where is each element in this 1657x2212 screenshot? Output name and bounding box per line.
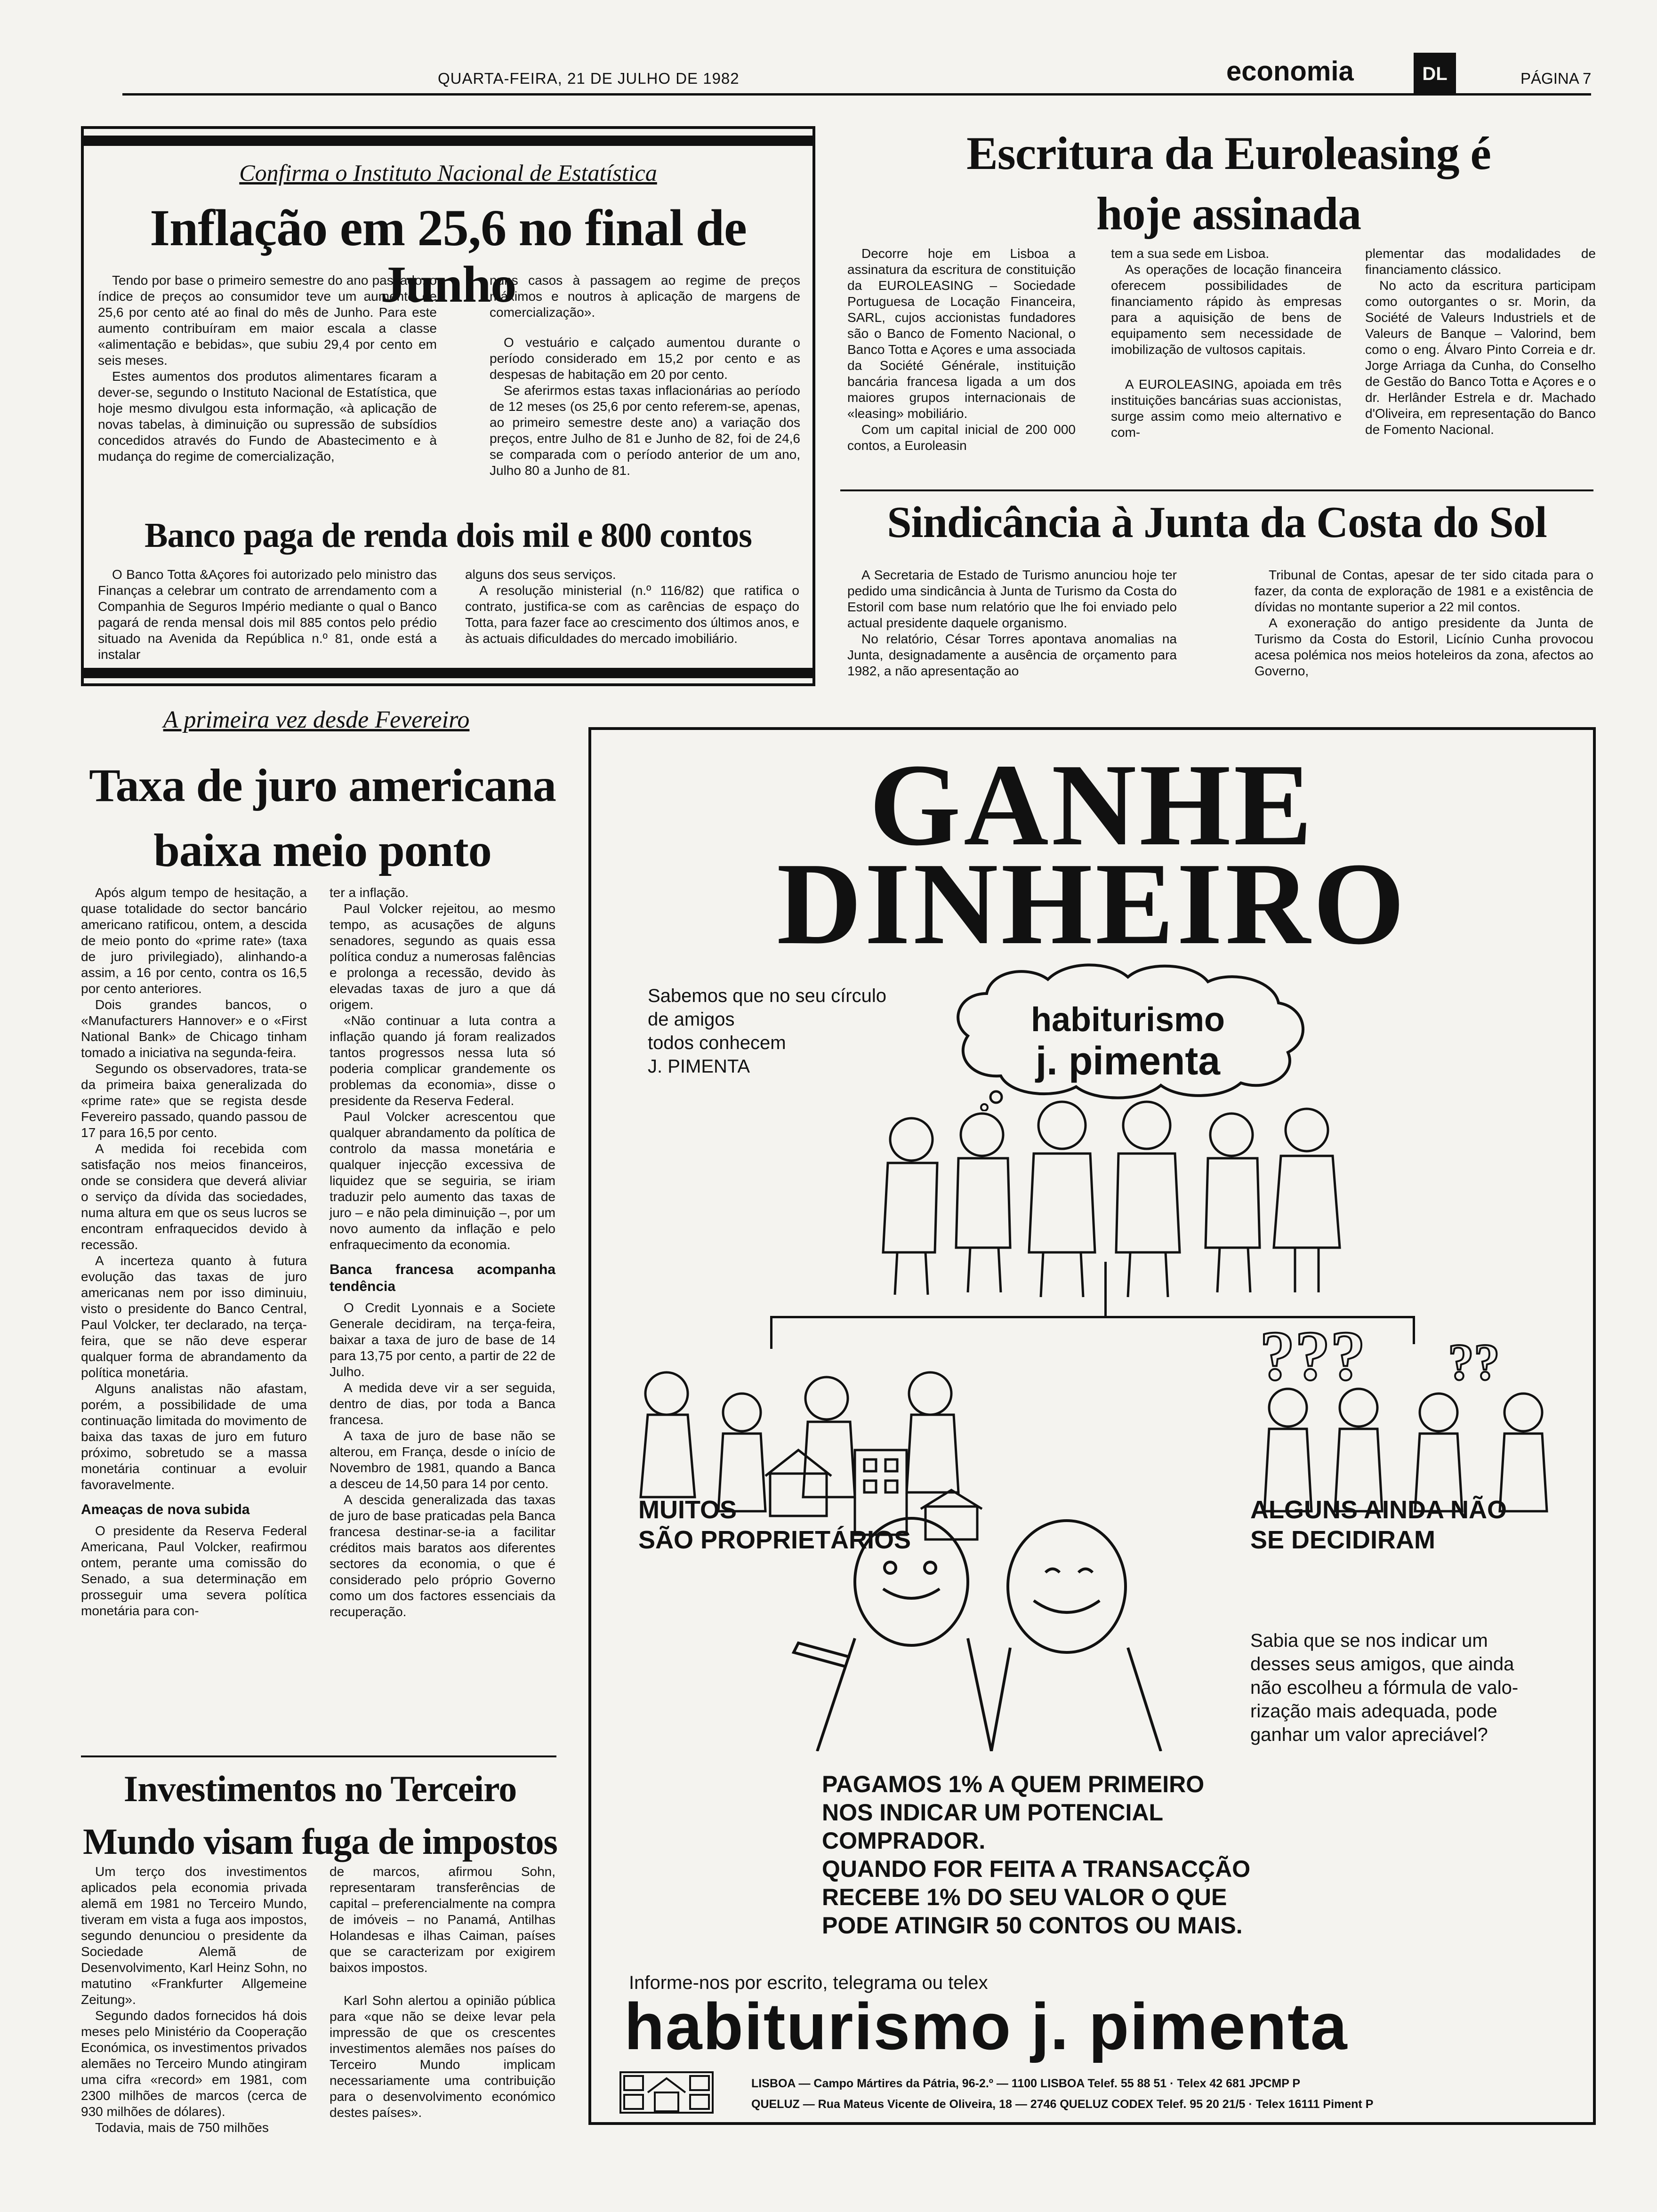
investimentos-col-2 (330, 1864, 555, 2121)
question-line: Sabia que se nos indicar um (1250, 1630, 1488, 1651)
advertisement (588, 727, 1596, 2125)
paragraph: A exoneração do antigo presidente da Junta de Turismo da Costa do Estoril, Licínio Cunha provocou acesa polémica nos meios hoteleiros da zona, afectos ao Governo, (1255, 616, 1593, 678)
sindicancia-col-2 (1255, 567, 1593, 679)
header-rule (122, 93, 1591, 96)
banco-col-2 (465, 567, 799, 647)
page-header (0, 0, 1657, 99)
paragraph: Dois grandes bancos, o «Manufacturers Hannover» e o «First National Bank» de Chicago tinham tomado a iniciativa na segunda-feira. (81, 997, 307, 1060)
header-date: QUARTA-FEIRA, 21 DE JULHO DE 1982 (438, 70, 740, 87)
subheading: Ameaças de nova subida (81, 1502, 250, 1517)
section-badge: DL (1414, 53, 1456, 95)
paragraph: «Não continuar a luta contra a inflação quando já foram realizados tantos progressos nessa luta só poderia complicar grandemente os problemas da economia», disse o presidente da Reserva Federal. (330, 1013, 555, 1108)
tree-left-drop (770, 1316, 772, 1349)
svg-text:??: ?? (1448, 1333, 1500, 1391)
banco-title: Banco paga de renda dois mil e 800 contos (145, 516, 752, 555)
paragraph: A EUROLEASING, apoiada em três instituições bancárias suas accionistas, surge assim como meio alternativo e com- (1111, 377, 1342, 440)
inflacao-title: Inflação em 25,6 no final de Junho (150, 199, 747, 313)
paragraph: Se aferirmos estas taxas inflacionárias ao período de 12 meses (os 25,6 por cento referem-se, apenas, ao primeiro semestre deste ano) a variação dos preços, entre Julho de 81 e Junho de 82, foi de 24,6 se comparada com o período anterior de um ano, Julho 80 a Junho de 81. (490, 383, 800, 478)
contact-line: Informe-nos por escrito, telegrama ou telex (629, 1972, 988, 1993)
paragraph: Alguns analistas não afastam, porém, a possibilidade de uma continuação limitada do movimento de baixa das taxas de juro em futuro próximo, sobretudo se a massa monetária continuar a evoluir favoravelmente. (81, 1381, 307, 1492)
juro-kicker: A primeira vez desde Fevereiro (163, 706, 470, 733)
paragraph: As operações de locação financeira oferecem possibilidades de financiamento rápido às empresas para a aquisição de bens de equipamento sem necessidade de imobilização de vultosos capitais. (1111, 262, 1342, 357)
offer-line: QUANDO FOR FEITA A TRANSACÇÃO (822, 1856, 1251, 1882)
euroleasing-col-2 (1111, 246, 1342, 441)
banco-col-1 (98, 567, 437, 663)
intro-line: Sabemos que no seu círculo (648, 986, 886, 1006)
investimentos-title: Investimentos no Terceiro Mundo visam fuga de impostos (83, 1768, 557, 1862)
page-number: PÁGINA 7 (1520, 70, 1592, 87)
paragraph: de marcos, afirmou Sohn, representaram transferências de capital – preferencialmente na compra de imóveis – no Panamá, Antilhas Holandesas e ilhas Caiman, países que se caracterizam por exigirem baixos impostos. (330, 1864, 555, 1975)
paragraph: O presidente da Reserva Federal Americana, Paul Volcker, reafirmou ontem, perante uma comissão do Senado, a sua determinação em prosseguir uma severa política monetária para con- (81, 1523, 307, 1618)
subheading: Banca francesa acompanha tendência (330, 1262, 555, 1294)
two-men-icon (789, 1507, 1203, 1751)
people-group-icon (855, 1097, 1396, 1304)
paragraph: Após algum tempo de hesitação, a quase totalidade do sector bancário americano ratificou, ontem, a descida de meio ponto do «prime rate» (taxa de juro privilegiado), alinhando-a assim, a 16 por cento, contra os 16,5 por cento anteriores. (81, 885, 307, 996)
paragraph: Um terço dos investimentos aplicados pela economia privada alemã em 1981 no Terceiro Mundo, tiveram em vista a fuga aos impostos, segundo denunciou o presidente da Sociedade Alemã de Desenvolvimento, Karl Heinz Sohn, no matutino «Frankfurter Allgemeine Zeitung». (81, 1864, 307, 2007)
paragraph: Segundo dados fornecidos há dois meses pelo Ministério da Cooperação Económica, os investimentos privados alemães no Terceiro Mundo atingiram uma cifra «record» em 1981, com 2300 milhões de marcos (cerca de 930 milhões de dólares). (81, 2008, 307, 2119)
paragraph: tem a sua sede em Lisboa. (1111, 246, 1270, 261)
paragraph: A medida foi recebida com satisfação nos meios financeiros, onde se considera que deverá aliviar o serviço da dívida das sociedades, numa altura em que os seus lucros se encontram enfraquecidos devido à recessão. (81, 1141, 307, 1252)
ad-offer (822, 1770, 1528, 1940)
paragraph: Com um capital inicial de 200 000 contos, a Euroleasin (847, 422, 1076, 453)
paragraph: Tendo por base o primeiro semestre do ano passado, o índice de preços ao consumidor teve um aumento de 25,6 por cento até ao final do mês de Junho. Para este aumento contribuíram em maior escala a classe «alimentação e bebidas», que subiu 29,4 por cento em seis meses. (98, 273, 437, 368)
column-rule (840, 489, 1593, 491)
column-rule (81, 1755, 556, 1757)
offer-line: NOS INDICAR UM POTENCIAL (822, 1799, 1163, 1826)
investimentos-col-1 (81, 1864, 307, 2136)
bubble-brand-2: j. pimenta (1035, 1039, 1221, 1083)
intro-line: de amigos (648, 1009, 735, 1030)
label-line: SE DECIDIRAM (1250, 1526, 1436, 1554)
label-line: SÃO PROPRIETÁRIOS (638, 1526, 911, 1554)
sindicancia-title: Sindicância à Junta da Costa do Sol (887, 498, 1547, 547)
svg-text:???: ??? (1260, 1317, 1366, 1395)
euroleasing-col-3 (1365, 246, 1596, 438)
paragraph: Paul Volcker acrescentou que qualquer abrandamento da política de controlo da massa monetária e qualquer injecção excessiva de liquidez que se seguiria, se iriam traduzir pelo aumento das taxas de juro – e não pela diminuição –, por um novo aumento da inflação e pelo enfraquecimento da economia. (330, 1109, 555, 1252)
paragraph: alguns dos seus serviços. (465, 567, 616, 582)
paragraph: Tribunal de Contas, apesar de ter sido citada para o fazer, da conta de exploração de 1981 e a existência de dívidas no montante superior a 22 mil contos. (1255, 568, 1593, 614)
paragraph: Todavia, mais de 750 milhões (95, 2120, 269, 2135)
paragraph: No acto da escritura participam como outorgantes o sr. Morin, da Société de Valeurs Industriels et de Valeurs de Banque – Valorind, bem como o eng. Álvaro Pinto Correia e dr. Jorge Arriaga da Cunha, do Conselho de Gestão do Banco Totta e Açores e o dr. Herlânder Estrela e dr. Machado d'Oliveira, em representação do Banco de Fomento Nacional. (1365, 278, 1596, 437)
juro-col-2 (330, 885, 555, 1620)
paragraph: Decorre hoje em Lisboa a assinatura da escritura de constituição da EUROLEASING – Sociedade Portuguesa de Locação Financeira, SARL, cujos accionistas fundadores são o Banco de Fomento Nacional, o Banco Totta e Açores e uma associada da Société Générale, instituição bancária francesa ligada a um dos maiores grupos internacionais de «leasing» mobiliário. (847, 246, 1076, 421)
question-line: não escolheu a fórmula de valo- (1250, 1677, 1519, 1698)
paragraph: Karl Sohn alertou a opinião pública para «que não se deixe levar pela impressão de que os crescentes investimentos alemães nos países do Terceiro Mundo implicam necessariamente uma contribuição para o desenvolvimento económico destes países». (330, 1993, 555, 2120)
paragraph: Paul Volcker rejeitou, ao mesmo tempo, as acusações de alguns senadores, segundo as quais essa política conduz a numerosas falências e prolonga a recessão, devido às elevadas taxas de juro a que dá origem. (330, 901, 555, 1012)
euroleasing-col-1 (847, 246, 1076, 454)
paragraph: O Credit Lyonnais e a Societe Generale decidiram, na terça-feira, baixar a taxa de juro de base de 14 para 13,75 por cento, a partir de 22 de Julho. (330, 1300, 555, 1379)
box-top-bar (84, 136, 812, 146)
paragraph: A medida deve vir a ser seguida, dentro de dias, por toda a Banca francesa. (330, 1380, 555, 1427)
paragraph: A Secretaria de Estado de Turismo anunciou hoje ter pedido uma sindicância à Junta de Turismo da Costa do Estoril com base num relatório que lhe foi enviado pelo actual presidente daquele organismo. (847, 568, 1177, 630)
question-line: ganhar um valor apreciável? (1250, 1724, 1488, 1745)
paragraph: A incerteza quanto à futura evolução das taxas de juro americanas nem por isso diminuiu, visto o presidente do Banco Central, Paul Volcker, ter declarado, na terça-feira, que se não deve esperar qualquer forma de abrandamento da política monetária. (81, 1253, 307, 1380)
address-queluz: QUELUZ — Rua Mateus Vicente de Oliveira, 18 — 2746 QUELUZ CODEX Telef. 95 20 21/5 · Telex 16111 Piment P (751, 2098, 1374, 2111)
inflacao-col-2 (490, 272, 800, 479)
bubble-brand-1: habiturismo (1030, 1001, 1225, 1039)
intro-line: J. PIMENTA (648, 1056, 750, 1077)
box-bottom-bar (84, 668, 812, 678)
paragraph: No relatório, César Torres apontava anomalias na Junta, designadamente a ausência de orçamento para 1982, a não apresentação ao (847, 632, 1177, 678)
paragraph: plementar das modalidades de financiamento clássico. (1365, 246, 1596, 277)
paragraph: A resolução ministerial (n.º 116/82) que ratifica o contrato, justifica-se com as carências de espaço do Totta, para fazer face ao crescimento dos últimos anos, e às actuais dificuldades do mercado imobiliário. (465, 583, 799, 646)
paragraph: ter a inflação. (330, 885, 409, 900)
offer-line: PODE ATINGIR 50 CONTOS OU MAIS. (822, 1912, 1243, 1939)
inflacao-box (81, 126, 815, 686)
intro-line: todos conhecem (648, 1033, 786, 1053)
question-line: rização mais adequada, pode (1250, 1701, 1497, 1722)
ad-headline-2: DINHEIRO (777, 839, 1408, 969)
euroleasing-title: Escritura da Euroleasing é hoje assinada (966, 127, 1491, 240)
ad-question (1250, 1629, 1580, 1747)
question-line: desses seus amigos, que ainda (1250, 1654, 1514, 1675)
undecided-label (1250, 1495, 1507, 1555)
ad-headline-1: GANHE (869, 740, 1315, 870)
paragraph: A taxa de juro de base não se alterou, em França, desde o início de Novembro de 1981, quando a Banca a desceu de 14,50 para 14 por cento. (330, 1428, 555, 1491)
label-line: ALGUNS AINDA NÃO (1250, 1496, 1507, 1524)
paragraph: A descida generalizada das taxas de juro de base praticadas pela Banca francesa destinar-se-ia a facilitar créditos mais baratos aos diferentes sectores da economia, o que é considerado pelo próprio Governo como um dos factores essenciais da recuperação. (330, 1492, 555, 1619)
offer-line: RECEBE 1% DO SEU VALOR O QUE (822, 1884, 1227, 1910)
address-lisboa: LISBOA — Campo Mártires da Pátria, 96-2.º — 1100 LISBOA Telef. 55 88 51 · Telex 42 681 JPCMP P (751, 2077, 1301, 2090)
offer-line: COMPRADOR. (822, 1827, 986, 1854)
ad-intro (648, 984, 930, 1078)
section-name: economia (1226, 56, 1354, 87)
paragraph: Segundo os observadores, trata-se da primeira baixa generalizada do «prime rate» que se regista desde Fevereiro passado, quando passou de 17 para 16,5 por cento. (81, 1061, 307, 1140)
juro-title: Taxa de juro americana baixa meio ponto (89, 759, 556, 876)
paragraph: nuns casos à passagem ao regime de preços máximos e noutros à aplicação de margens de comercialização». (490, 273, 800, 320)
paragraph: O vestuário e calçado aumentou durante o período considerado em 15,2 por cento e as despesas de habitação em 20 por cento. (490, 335, 800, 382)
inflacao-kicker: Confirma o Instituto Nacional de Estatística (239, 160, 657, 186)
sindicancia-col-1 (847, 567, 1177, 679)
company-logo-icon (619, 2071, 714, 2114)
paragraph: Estes aumentos dos produtos alimentares ficaram a dever-se, segundo o Instituto Nacional de Estatística, que hoje mesmo divulgou esta informação, «à aplicação de novas tabelas, à diminuição ou supressão de subsídios concedidos através do Fundo de Abastecimento e à mudança do regime de comercialização, (98, 369, 437, 464)
offer-line: PAGAMOS 1% A QUEM PRIMEIRO (822, 1771, 1205, 1797)
tree-vertical (1104, 1262, 1107, 1318)
paragraph: O Banco Totta &Açores foi autorizado pelo ministro das Finanças a celebrar um contrato de arrendamento com a Companhia de Seguros Império mediante o qual o Banco pagará de renda mensal dois mil 885 contos pelo prédio situado na Avenida da República n.º 81, onde está a instalar (98, 567, 437, 662)
juro-col-1 (81, 885, 307, 1619)
inflacao-col-1 (98, 272, 437, 465)
brand-wordmark: habiturismo j. pimenta (624, 1989, 1348, 2063)
label-line: MUITOS (638, 1496, 737, 1524)
